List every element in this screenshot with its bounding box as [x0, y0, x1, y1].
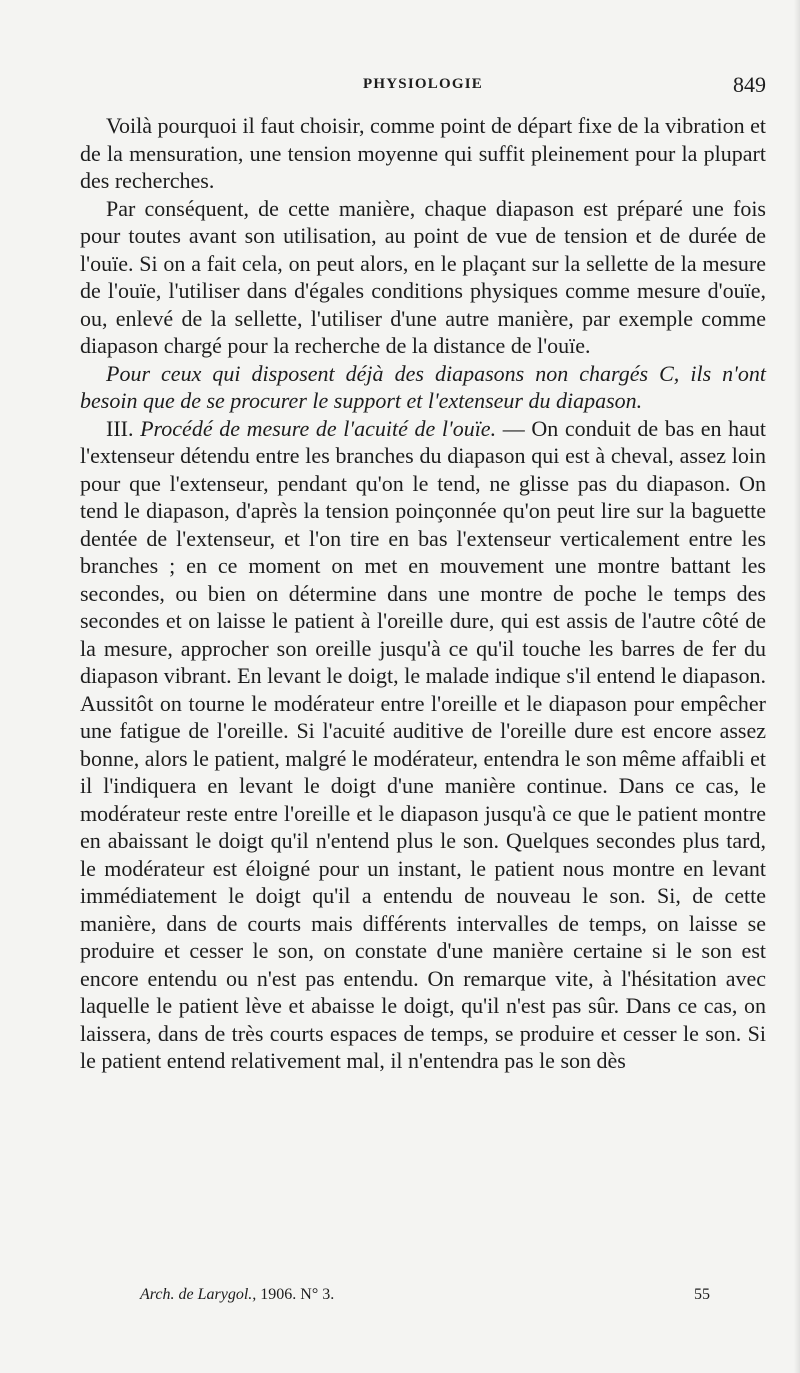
- journal-title: Arch. de Larygol.,: [140, 1286, 257, 1303]
- sheet-number: 55: [694, 1286, 710, 1303]
- paragraph-1: Voilà pourquoi il faut choisir, comme point de départ fixe de la vibration et de la mensuration, une tension moyenne qui suffit pleinement pour la plupart des recherches.: [80, 113, 766, 193]
- section-heading: Procédé de mesure de l'acuité de l'ouïe.: [140, 415, 497, 441]
- paragraph-3: Pour ceux qui disposent déjà des diapasons non chargés C, ils n'ont besoin que de se procurer le support et l'extenseur du diapason.: [80, 360, 766, 413]
- journal-year-issue: 1906. N° 3.: [260, 1286, 335, 1303]
- page-edge-shadow: [794, 0, 800, 1373]
- page-number: 849: [733, 72, 766, 97]
- body-text: [80, 112, 766, 1075]
- section-number: III.: [106, 415, 134, 441]
- running-head: [80, 72, 766, 102]
- footer-journal: [140, 1286, 334, 1304]
- running-title: PHYSIOLOGIE: [363, 76, 483, 92]
- footer: [140, 1286, 710, 1310]
- section-text: — On conduit de bas en haut l'extenseur détendu entre les branches du diapason qui est à cheval, assez loin pour que l'extenseur, pendant qu'on le tend, ne glisse pas du diapason. On tend le diapason, d'après la tension poinçonnée qu'on peut lire sur la baguette dentée de l'extenseur, et l'on tire en bas l'extenseur verticalement entre les branches ; en ce moment on met en mouvement une montre battant les secondes, ou bien on détermine dans une montre de poche le temps des secondes et on laisse le patient à l'oreille dure, qui est assis de l'autre côté de la mesure, approcher son oreille jusqu'à ce qu'il touche les barres de fer du diapason vibrant. En levant le doigt, le malade indique s'il entend le diapason. Aussitôt on tourne le modérateur entre l'oreille et le diapason pour empêcher une fatigue de l'oreille. Si l'acuité auditive de l'oreille dure est encore assez bonne, alors le patient, malgré le modérateur, entendra le son même affaibli et il l'indiquera en levant le doigt d'une manière continue. Dans ce cas, le modérateur reste entre l'oreille et le diapason jusqu'à ce que le patient montre en abaissant le doigt qu'il n'entend plus le son. Quelques secondes plus tard, le modérateur est éloigné pour un instant, le patient nous montre en levant immédiatement le doigt qu'il a entendu de nouveau le son. Si, de cette manière, dans de courts mais différents intervalles de temps, on laisse se produire et cesser le son, on constate d'une manière certaine si le son est encore entendu ou n'est pas entendu. On remarque vite, à l'hésitation avec laquelle le patient lève et abaisse le doigt, qu'il n'est pas sûr. Dans ce cas, on laissera, dans de très courts espaces de temps, se produire et cesser le son. Si le patient entend relativement mal, il n'entendra pas le son dès: [80, 415, 767, 1073]
- paragraph-2: Par conséquent, de cette manière, chaque diapason est préparé une fois pour toutes avant son utilisation, au point de vue de tension et de durée de l'ouïe. Si on a fait cela, on peut alors, en le plaçant sur la sellette de la mesure de l'ouïe, l'utiliser dans d'égales conditions physiques comme mesure d'ouïe, ou, enlevé de la sellette, l'utiliser d'une autre manière, par exemple comme diapason chargé pour la recherche de la distance de l'ouïe.: [80, 195, 766, 358]
- paragraph-4: [80, 415, 766, 1075]
